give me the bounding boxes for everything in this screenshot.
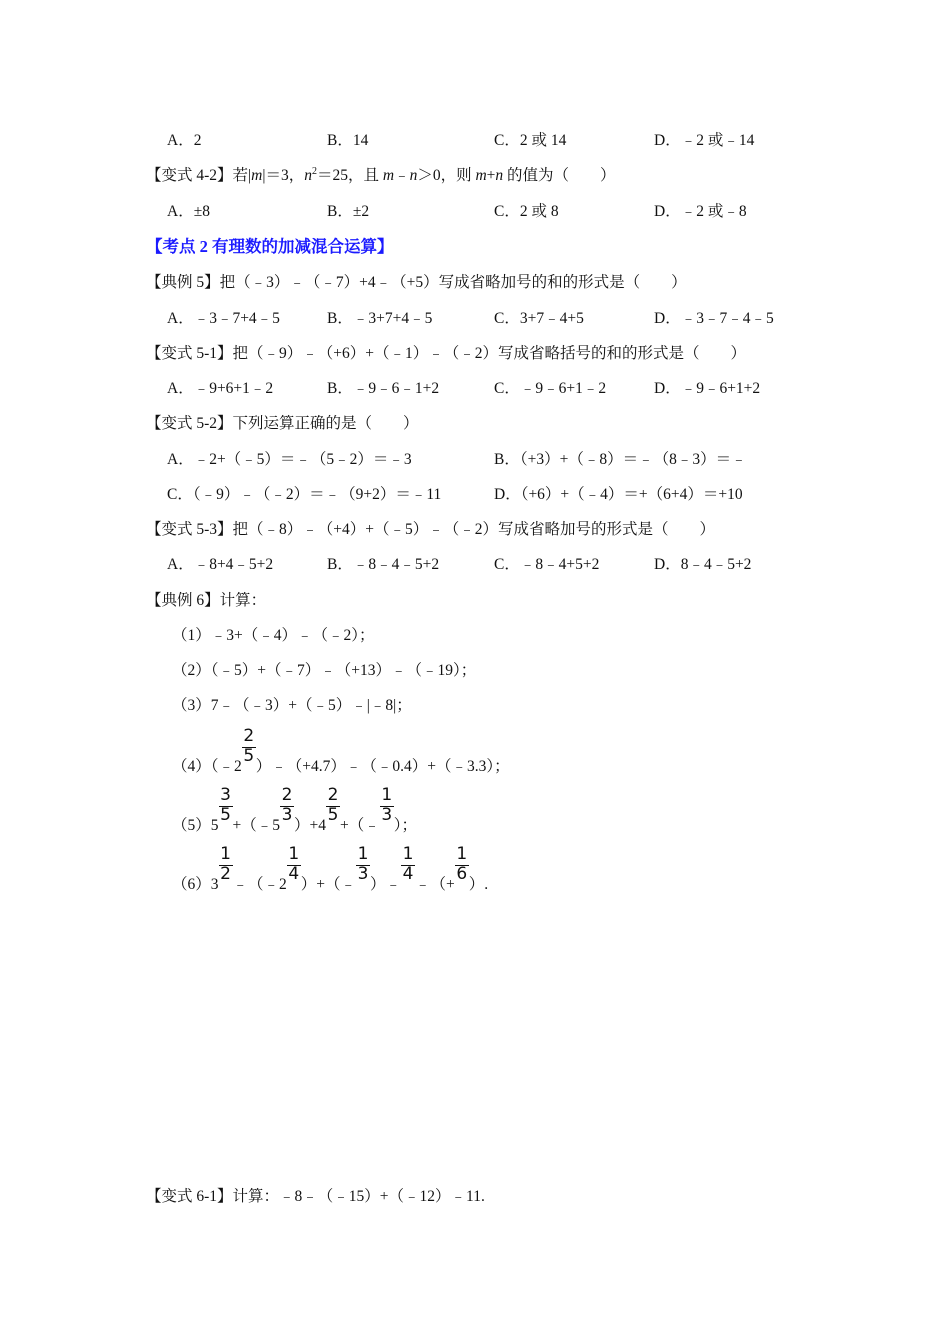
option-c: C．﹣8﹣4+5+2 bbox=[494, 556, 600, 573]
option-b: B．（+3）+（﹣8）＝﹣（8﹣3）＝﹣ bbox=[494, 451, 747, 468]
text: （5）5 bbox=[172, 817, 219, 834]
text: ＝25，且 bbox=[316, 167, 383, 184]
option-b: B．﹣9﹣6﹣1+2 bbox=[327, 380, 440, 397]
numerator: 1 bbox=[456, 844, 468, 864]
fraction bbox=[380, 785, 394, 830]
example-5: 【典例 5】把（﹣3）﹣（﹣7）+4﹣（+5）写成省略加号的和的形式是（ ） bbox=[146, 274, 687, 291]
fraction bbox=[219, 844, 233, 889]
section-heading: 【考点 2 有理数的加减混合运算】 bbox=[146, 237, 394, 256]
denominator: 4 bbox=[402, 864, 414, 884]
option-c: C．3+7﹣4+5 bbox=[494, 310, 584, 327]
option-c: C．2 或 14 bbox=[494, 132, 567, 149]
option-b: B．±2 bbox=[327, 203, 370, 220]
option-d: D．﹣3﹣7﹣4﹣5 bbox=[654, 310, 774, 327]
text: ）+4 bbox=[294, 817, 327, 834]
question-tag: 【变式 4-2】 bbox=[146, 167, 233, 184]
text: ）+（﹣ bbox=[300, 876, 357, 893]
text: （4）（﹣2 bbox=[172, 758, 242, 775]
text: ）﹣ bbox=[370, 876, 402, 893]
fraction bbox=[326, 785, 340, 830]
var-n: n bbox=[495, 167, 504, 184]
denominator: 3 bbox=[357, 864, 369, 884]
denominator: 5 bbox=[220, 805, 231, 825]
option-a: A．﹣3﹣7+4﹣5 bbox=[167, 310, 280, 327]
text: ﹣ bbox=[394, 167, 410, 184]
numerator: 3 bbox=[220, 785, 231, 805]
exponent: 2 bbox=[311, 165, 317, 177]
calc-item-2: （2）（﹣5）+（﹣7）﹣（+13）﹣（﹣19）； bbox=[172, 662, 477, 679]
option-d: D．﹣2 或﹣8 bbox=[654, 203, 747, 220]
numerator: 1 bbox=[288, 844, 300, 864]
fraction bbox=[455, 844, 469, 889]
fraction bbox=[242, 726, 256, 771]
question-5-3: 【变式 5-3】把（﹣8）﹣（+4）+（﹣5）﹣（﹣2）写成省略加号的形式是（ ） bbox=[146, 521, 716, 538]
option-b: B．﹣3+7+4﹣5 bbox=[327, 310, 433, 327]
text: ﹣（﹣2 bbox=[232, 876, 287, 893]
text: ）； bbox=[393, 817, 418, 834]
denominator: 3 bbox=[381, 805, 393, 825]
option-d: D．﹣2 或﹣14 bbox=[654, 132, 755, 149]
text: 若| bbox=[232, 167, 252, 184]
option-d: D．﹣9﹣6+1+2 bbox=[654, 380, 761, 397]
numerator: 1 bbox=[357, 844, 369, 864]
numerator: 2 bbox=[327, 785, 339, 805]
fraction bbox=[356, 844, 370, 889]
option-b: B．﹣8﹣4﹣5+2 bbox=[327, 556, 440, 573]
fraction bbox=[280, 785, 294, 830]
denominator: 3 bbox=[281, 805, 293, 825]
text: |＝3， bbox=[262, 167, 305, 184]
calc-item-3: （3）7﹣（﹣3）+（﹣5）﹣|﹣8|； bbox=[172, 697, 412, 714]
option-c: C．（﹣9）﹣（﹣2）＝﹣（9+2）＝﹣11 bbox=[167, 486, 442, 503]
fraction bbox=[219, 785, 233, 830]
var-m: m bbox=[475, 167, 487, 184]
text: ﹣（+ bbox=[415, 876, 455, 893]
question-5-1: 【变式 5-1】把（﹣9）﹣（+6）+（﹣1）﹣（﹣2）写成省略括号的和的形式是（ ） bbox=[146, 345, 747, 362]
numerator: 2 bbox=[243, 726, 255, 746]
numerator: 1 bbox=[220, 844, 231, 864]
option-a: A．﹣9+6+1﹣2 bbox=[167, 380, 274, 397]
example-6: 【典例 6】计算： bbox=[146, 592, 267, 609]
text: + bbox=[486, 167, 496, 184]
question-5-2: 【变式 5-2】下列运算正确的是（ ） bbox=[146, 415, 419, 432]
question-6-1: 【变式 6-1】计算：﹣8﹣（﹣15）+（﹣12）﹣11. bbox=[146, 1188, 485, 1205]
denominator: 6 bbox=[456, 864, 468, 884]
numerator: 1 bbox=[381, 785, 393, 805]
option-d: D．8﹣4﹣5+2 bbox=[654, 556, 752, 573]
option-c: C．2 或 8 bbox=[494, 203, 559, 220]
option-a: A．2 bbox=[167, 132, 202, 149]
var-n: n bbox=[304, 167, 312, 184]
calc-item-6 bbox=[172, 844, 489, 894]
option-a: A．﹣8+4﹣5+2 bbox=[167, 556, 274, 573]
option-a: A．﹣2+（﹣5）＝﹣（5﹣2）＝﹣3 bbox=[167, 451, 412, 468]
calc-item-5 bbox=[172, 785, 418, 835]
var-n: n bbox=[409, 167, 418, 184]
numerator: 2 bbox=[281, 785, 293, 805]
question-4-2 bbox=[146, 163, 616, 185]
text: ＞0，则 bbox=[417, 167, 476, 184]
denominator: 4 bbox=[288, 864, 300, 884]
numerator: 1 bbox=[402, 844, 414, 864]
text: ）﹣（+4.7）﹣（﹣0.4）+（﹣3.3）； bbox=[255, 758, 510, 775]
text: +（﹣ bbox=[340, 817, 380, 834]
fraction bbox=[287, 844, 301, 889]
text: 的值为（ ） bbox=[503, 167, 616, 184]
option-a: A．±8 bbox=[167, 203, 210, 220]
var-m: m bbox=[382, 167, 395, 184]
calc-item-4 bbox=[172, 726, 510, 776]
denominator: 5 bbox=[243, 746, 255, 766]
option-c: C．﹣9﹣6+1﹣2 bbox=[494, 380, 607, 397]
text: +（﹣5 bbox=[232, 817, 281, 834]
var-m: m bbox=[251, 167, 263, 184]
text: ）. bbox=[468, 876, 489, 893]
denominator: 5 bbox=[327, 805, 339, 825]
calc-item-1: （1）﹣3+（﹣4）﹣（﹣2）； bbox=[172, 627, 375, 644]
fraction bbox=[401, 844, 415, 889]
option-b: B．14 bbox=[327, 132, 369, 149]
denominator: 2 bbox=[220, 864, 231, 884]
option-d: D．（+6）+（﹣4）＝+（6+4）＝+10 bbox=[494, 486, 743, 503]
text: （6）3 bbox=[172, 876, 219, 893]
